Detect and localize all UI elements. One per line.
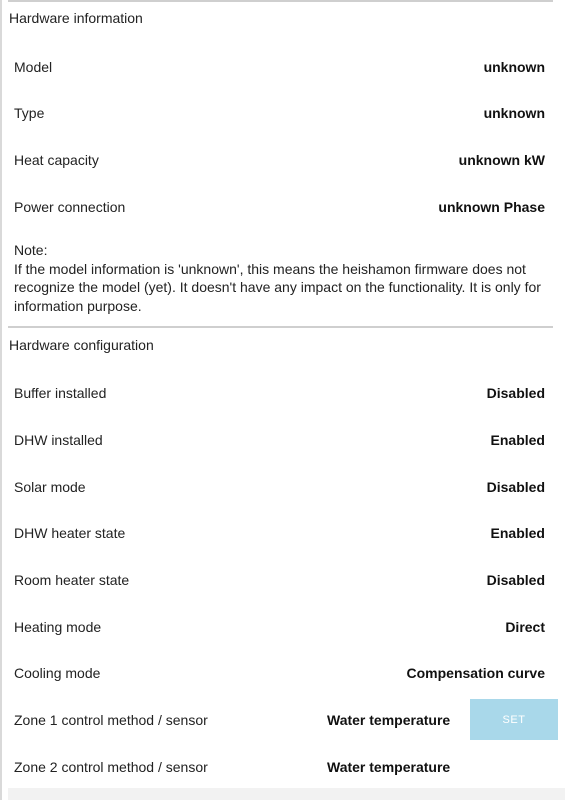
set-button[interactable]: SET <box>470 699 558 740</box>
left-border <box>0 0 2 800</box>
row-value: Enabled <box>490 525 545 541</box>
info-row-type <box>14 105 545 125</box>
row-label: DHW heater state <box>14 525 126 541</box>
row-value: Water temperature <box>327 712 451 728</box>
config-row-dhw-installed <box>14 432 545 452</box>
config-row-heating-mode <box>14 619 545 639</box>
row-label: Zone 1 control method / sensor <box>14 712 208 728</box>
row-label: Buffer installed <box>14 385 107 401</box>
row-label: Room heater state <box>14 572 130 588</box>
row-value: Compensation curve <box>406 665 545 681</box>
row-value: unknown <box>483 105 545 121</box>
config-row-zone2-control <box>14 759 545 779</box>
row-value: unknown kW <box>458 152 545 168</box>
row-value: Enabled <box>490 432 545 448</box>
section-title-hardware-information: Hardware information <box>9 10 143 26</box>
row-label: Type <box>14 105 45 121</box>
config-row-zone1-control <box>14 712 545 732</box>
row-label: DHW installed <box>14 432 103 448</box>
config-row-buffer-installed <box>14 385 545 405</box>
row-value: unknown <box>483 59 545 75</box>
row-value: Direct <box>505 619 545 635</box>
config-row-room-heater-state <box>14 572 545 592</box>
top-divider <box>8 0 553 2</box>
info-row-model <box>14 59 545 79</box>
config-row-dhw-heater-state <box>14 525 545 545</box>
row-value: Disabled <box>486 385 545 401</box>
row-label: Heat capacity <box>14 152 99 168</box>
row-value: Disabled <box>486 479 545 495</box>
row-label: Power connection <box>14 199 126 215</box>
info-row-heat-capacity <box>14 152 545 172</box>
row-label: Solar mode <box>14 479 86 495</box>
config-row-cooling-mode <box>14 665 545 685</box>
row-label: Heating mode <box>14 619 102 635</box>
model-note <box>14 241 545 315</box>
bottom-bar <box>8 788 565 800</box>
info-row-power-connection <box>14 199 545 219</box>
row-value: Water temperature <box>327 759 451 775</box>
row-label: Cooling mode <box>14 665 101 681</box>
section-title-hardware-configuration: Hardware configuration <box>9 337 154 353</box>
row-label: Zone 2 control method / sensor <box>14 759 208 775</box>
row-value: Disabled <box>486 572 545 588</box>
row-value: unknown Phase <box>438 199 545 215</box>
note-text: If the model information is 'unknown', this means the heishamon firmware does not recognize the model (yet). It doesn't have any impact on the functionality. It is only for information purpose. <box>14 260 541 314</box>
section-divider <box>8 326 553 328</box>
note-heading: Note: <box>14 242 48 258</box>
row-label: Model <box>14 59 53 75</box>
config-row-solar-mode <box>14 479 545 499</box>
